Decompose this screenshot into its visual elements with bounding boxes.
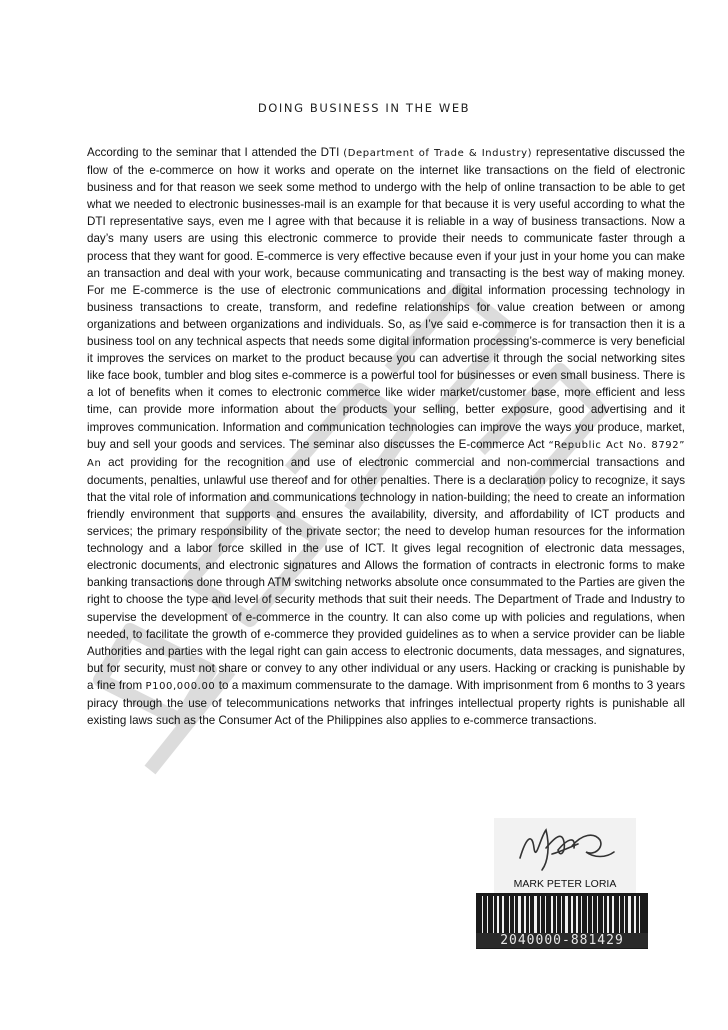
- barcode-bar: [529, 896, 530, 934]
- body-text-fine-amount: P100,000.00: [145, 680, 216, 692]
- barcode-bar: [639, 896, 640, 934]
- body-text-part-1: According to the seminar that I attended the DTI: [87, 146, 344, 159]
- handwritten-signature: [502, 818, 622, 876]
- barcode-bar: [556, 896, 557, 934]
- barcode-bars: [476, 893, 648, 937]
- barcode-bar: [628, 896, 631, 934]
- barcode-bar: [482, 896, 483, 934]
- barcode-bar: [592, 896, 593, 934]
- barcode-bar: [545, 896, 546, 934]
- barcode-bar: [540, 896, 541, 934]
- barcode-bar: [524, 896, 526, 934]
- body-text-part-3: act providing for the recognition and use of electronic commercial and non-commercial transactions and documents, penalties, unlawful use thereof and for other penalties. There is a declaration policy to recognize, it says that the vital role of information and communications technology in nation-building; the need to create an information friendly environment that supports and ensures the availability, diversity, and affordability of ICT products and services; the primary responsibility of the private sector; the need to develop human resources for the information technology and a labor force skilled in the use of ICT. It gives legal recognition of electronic data messages, electronic documents, and electronic signatures and Allows the formation of contracts in electronic forms to make banking transactions done through ATM switching networks absolute once consummated to the Parties are given the right to choose the type and level of security methods that suit their needs. The Department of Trade and Industry to supervise the development of e-commerce in the country. It can also come up with policies and regulations, when needed, to facilitate the growth of e-commerce they provided guidelines as to when a service provider can be liable Authorities and parties with the legal right can gain access to electronic documents, data messages, and signatures, but for security, must not share or convey to any other individual or any users. Hacking or cracking is punishable by a fine from: [87, 455, 685, 692]
- barcode-bar: [624, 896, 625, 934]
- barcode-bar: [607, 896, 609, 934]
- barcode-bar: [565, 896, 568, 934]
- barcode-bar: [509, 896, 510, 934]
- barcode-bar: [634, 896, 636, 934]
- barcode-bar: [561, 896, 562, 934]
- barcode-bar: [514, 896, 515, 934]
- barcode-bar: [497, 896, 499, 934]
- barcode: [476, 893, 648, 949]
- barcode-number: 2040000-881429: [476, 933, 648, 948]
- body-text-act-name: “Republic Act No. 8792” An: [87, 439, 686, 469]
- barcode-bar: [603, 896, 604, 934]
- barcode-bar: [619, 896, 620, 934]
- barcode-bar: [576, 896, 578, 934]
- barcode-bar: [571, 896, 573, 934]
- barcode-bar: [534, 896, 537, 934]
- barcode-bar: [493, 896, 494, 934]
- barcode-bar: [487, 896, 488, 934]
- body-text-part-4: to a maximum commensurate to the damage. With imprisonment from 6 months to 3 years piracy through the use of telecommunications networks that infringes intellectual property rights is punishable all existing laws such as the Consumer Act of the Philippines also applies to e-commerce transactions.: [87, 678, 685, 728]
- signer-name: MARK PETER LORIA: [513, 878, 617, 890]
- barcode-bar: [502, 896, 504, 934]
- barcode-bar: [587, 896, 588, 934]
- barcode-bar: [612, 896, 614, 934]
- body-text-part-2: representative discussed the flow of the e-commerce on how it works and operate on the internet like transactions on the field of electronic business and for that reason we seek some method to undergo with the help of online transaction to be able to get what we needed to electronic businesses-mail is an example for that because it is very useful according to what the DTI representative says, even me I agree with that because it is reliable in a way of business transactions. Now a day’s many users are using this electronic commerce to provide their needs to communicate faster through a process that they want for good. E-commerce is very effective because even if your just in your home you can make an transaction and deal with your work, because communicating and transacting is the best way of making money. For me E-commerce is the use of electronic communications and digital information processing technology in business transactions to create, transform, and redefine relationships for value creation between or among organizations and between organizations and individuals. So, as I’ve said e-commerce is for transaction then it is a business tool on any technical aspects that needs some digital information processing’s-commerce is very beneficial it improves the services on market to the product because you can advertise it through the social networking sites like face book, tumbler and blog sites e-commerce is a powerful tool for businesses or even small business. There is a lot of benefits when it comes to electronic commerce like wider market/customer base, more efficient and less time, can provide more information about the products your selling, better exposure, good advertising and it improves communication. Information and communication technologies can improve the ways you produce, market, buy and sell your goods and services. The seminar also discusses the E-commerce Act: [87, 146, 685, 451]
- barcode-bar: [581, 896, 582, 934]
- body-text-dti-expansion: (Department of Trade & Industry): [343, 148, 533, 159]
- document-body: [87, 144, 685, 729]
- document-title: DOING BUSINESS IN THE WEB: [257, 101, 471, 115]
- barcode-bar: [518, 896, 521, 934]
- barcode-bar: [551, 896, 553, 934]
- signature-block: [494, 818, 636, 894]
- barcode-bar: [597, 896, 598, 934]
